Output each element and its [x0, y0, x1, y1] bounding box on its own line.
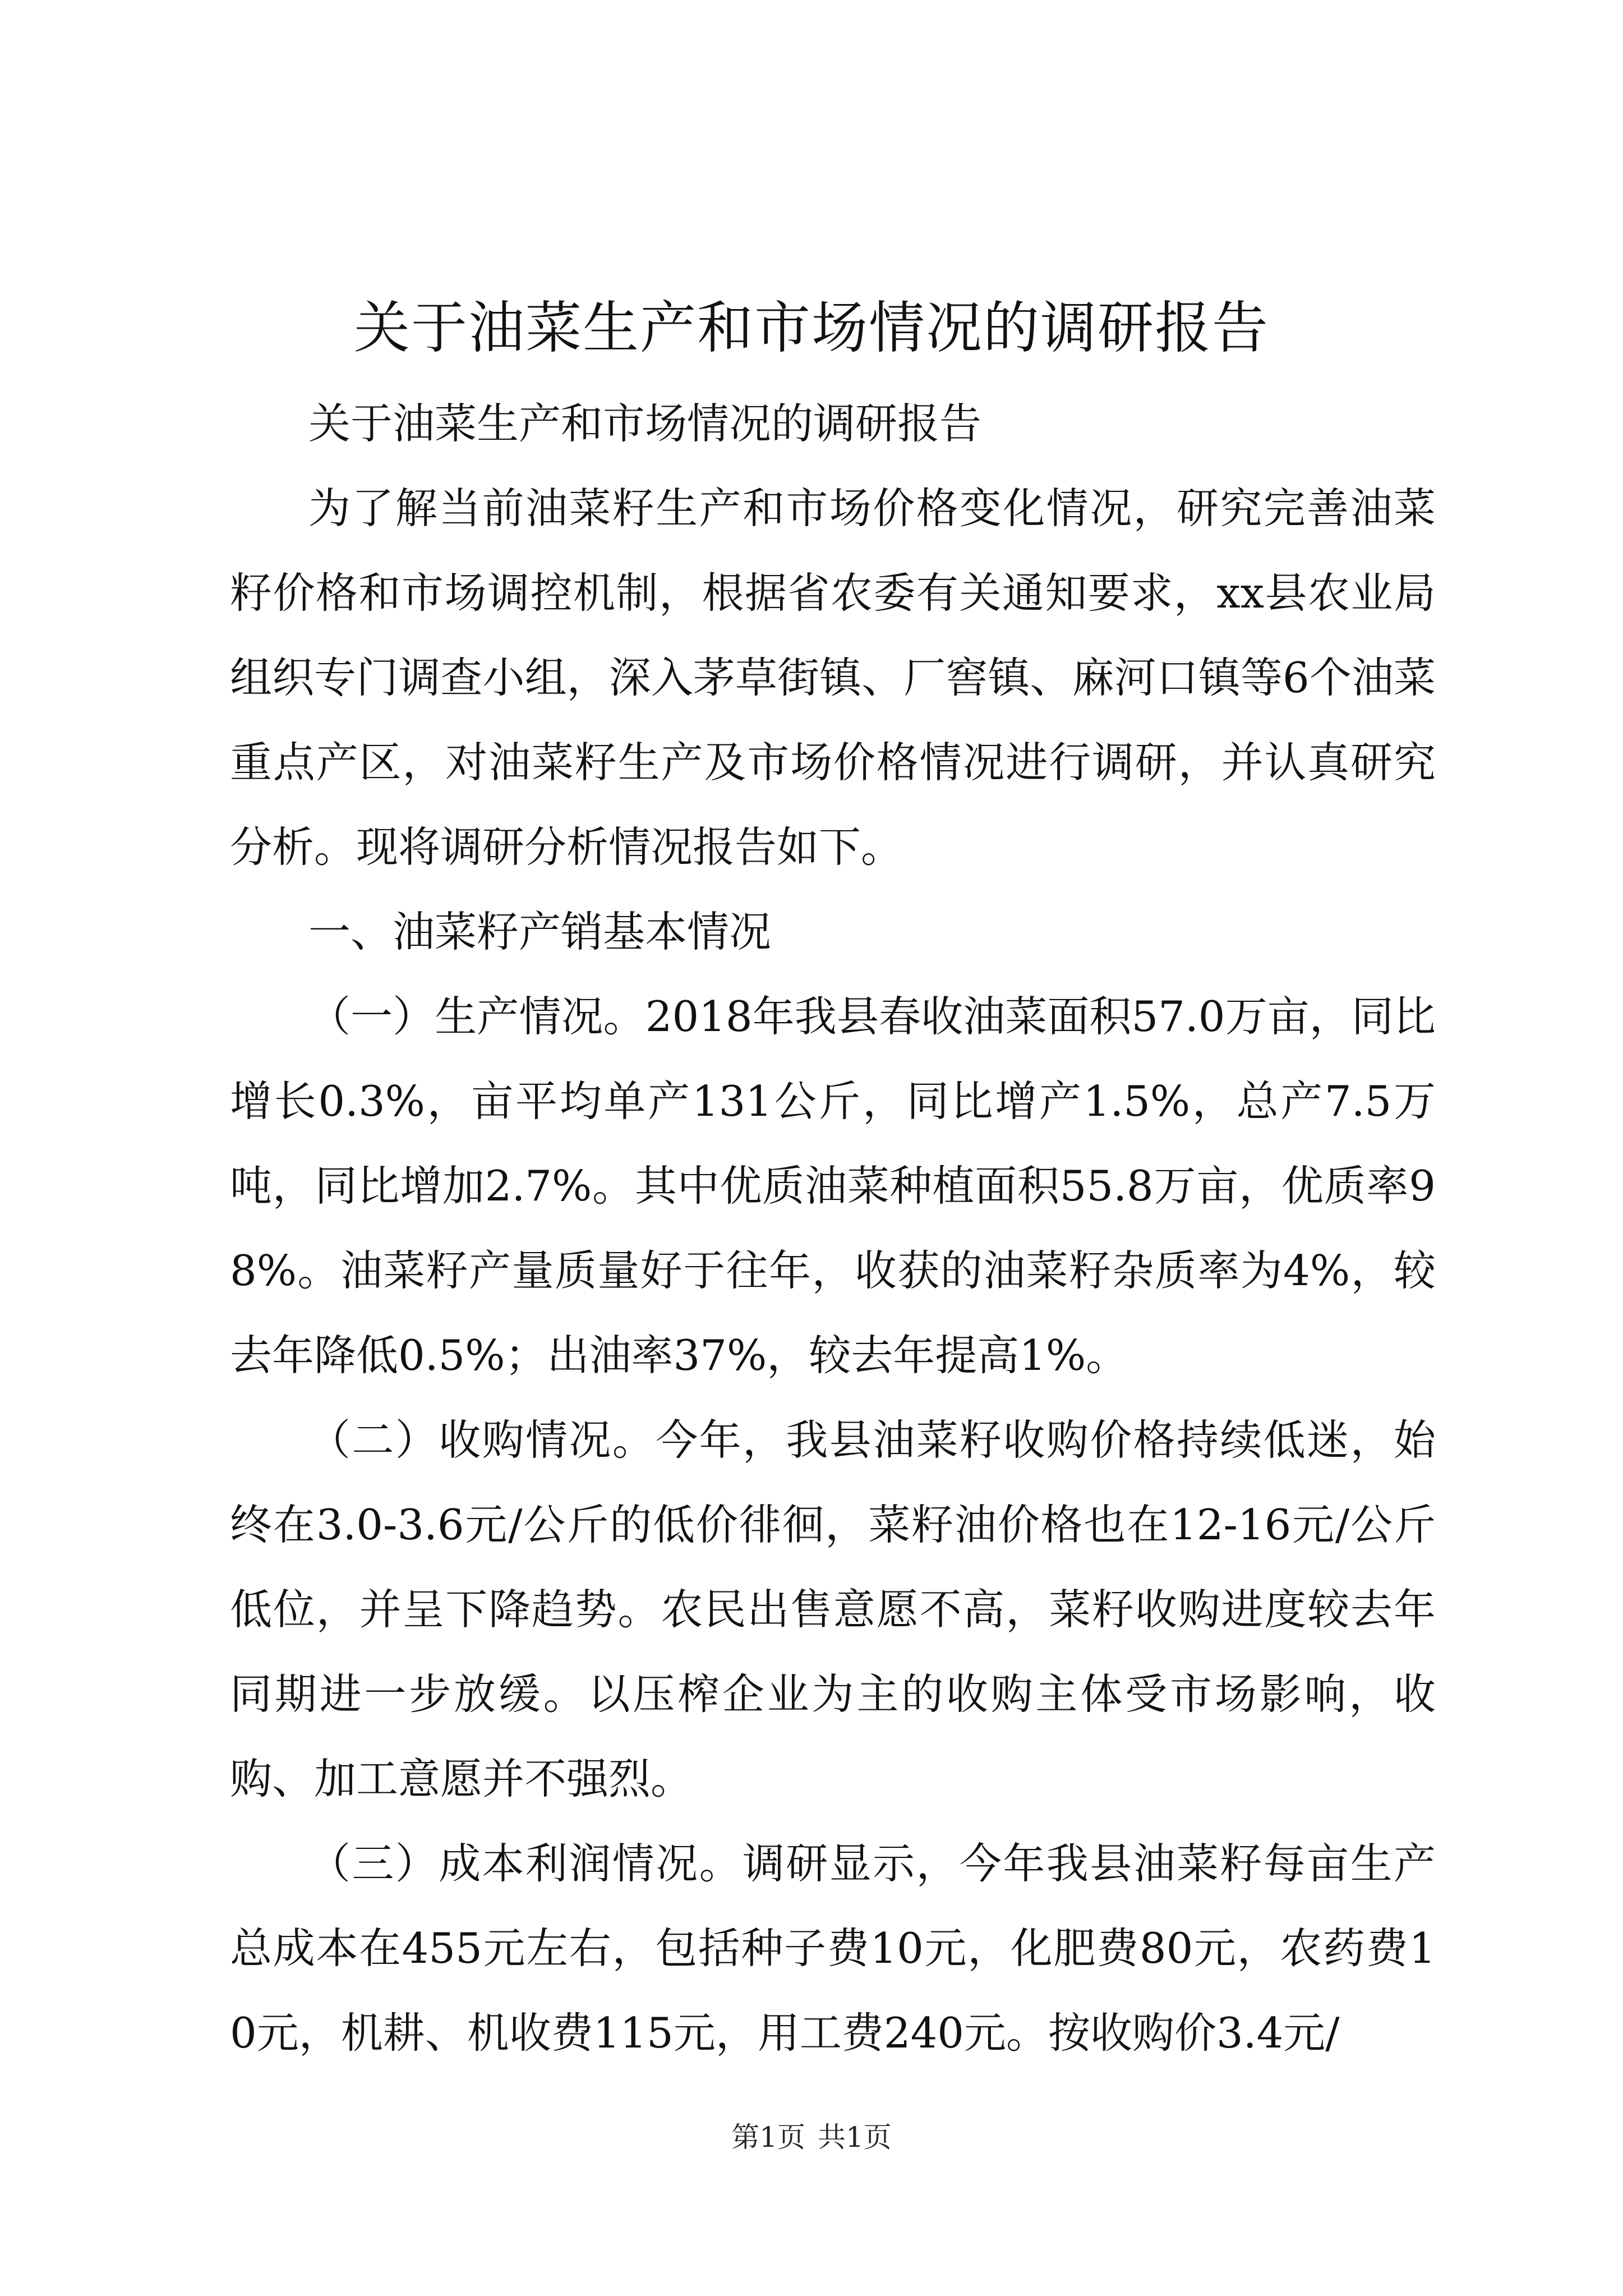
- subtitle-paragraph: 关于油菜生产和市场情况的调研报告: [308, 399, 982, 448]
- page-total: 共1页: [818, 2121, 892, 2154]
- document-title: 关于油菜生产和市场情况的调研报告: [354, 295, 1269, 361]
- section-heading: 一、油菜籽产销基本情况: [308, 907, 772, 956]
- purchase-paragraph: （二）收购情况。今年，我县油菜籽收购价格持续低迷，始终在3.0-3.6元/公斤的低价徘徊，菜籽油价格也在12-16元/公斤低位，并呈下降趋势。农民出售意愿不高，菜籽收购进度较去年同期进一步放缓。以压榨企业为主的收购主体受市场影响，收购、加工意愿并不强烈。: [230, 1415, 1436, 1803]
- cost-profit-paragraph: （三）成本利润情况。调研显示，今年我县油菜籽每亩生产总成本在455元左右，包括种子费10元，化肥费80元，农药费10元，机耕、机收费115元，用工费240元。按收购价3.4元/: [230, 1839, 1436, 2058]
- production-paragraph: （一）生产情况。2018年我县春收油菜面积57.0万亩，同比增长0.3%，亩平均单产131公斤，同比增产1.5%，总产7.5万吨，同比增加2.7%。其中优质油菜种植面积55.8万亩，优质率98%。油菜籽产量质量好于往年，收获的油菜籽杂质率为4%，较去年降低0.5%；出油率37%，较去年提高1%。: [230, 992, 1436, 1380]
- page-footer: [0, 2118, 1623, 2157]
- document-body: [230, 381, 1436, 2076]
- page-number: 第1页: [731, 2121, 805, 2154]
- intro-paragraph: 为了解当前油菜籽生产和市场价格变化情况，研究完善油菜籽价格和市场调控机制，根据省农委有关通知要求，xx县农业局组织专门调查小组，深入茅草街镇、厂窖镇、麻河口镇等6个油菜重点产区，对油菜籽生产及市场价格情况进行调研，并认真研究分析。现将调研分析情况报告如下。: [230, 484, 1436, 872]
